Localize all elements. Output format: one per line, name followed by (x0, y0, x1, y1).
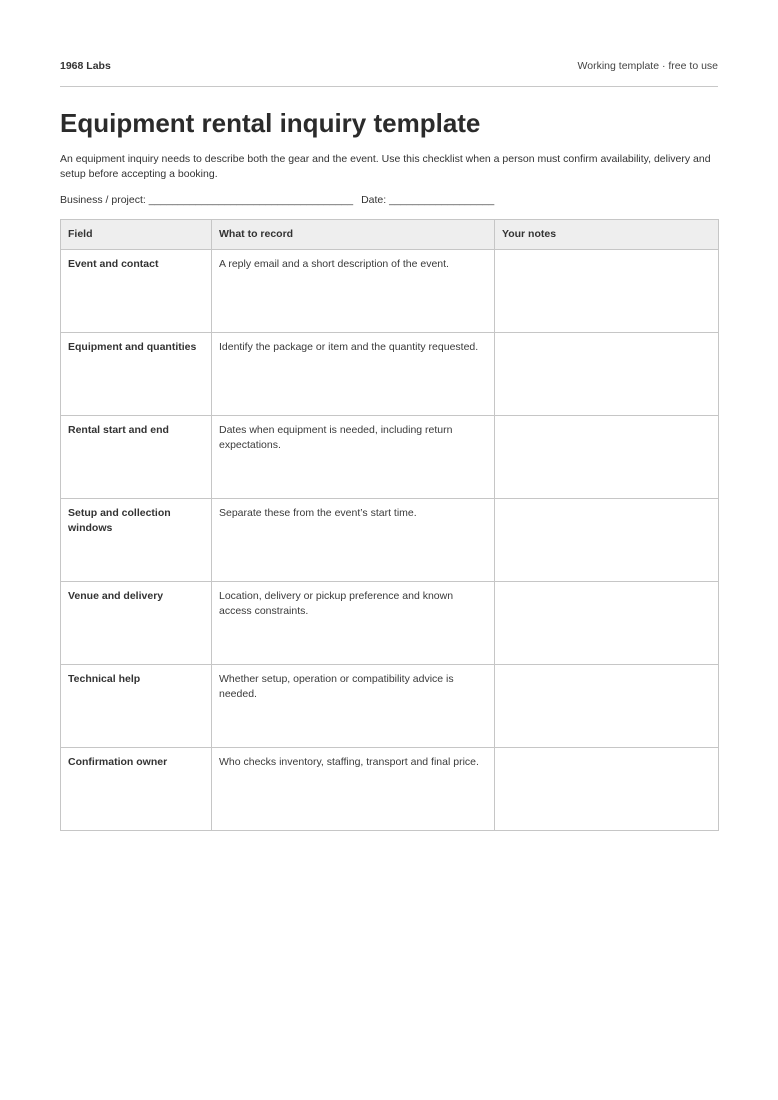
row-notes-cell[interactable] (495, 416, 719, 499)
business-field[interactable]: Business / project: ___________________________________ (60, 194, 354, 206)
row-field: Venue and delivery (61, 582, 212, 665)
column-header-field: Field (61, 220, 212, 250)
header-divider (60, 86, 718, 87)
table-header-row (61, 220, 719, 250)
row-field: Event and contact (61, 250, 212, 333)
row-record: Identify the package or item and the quantity requested. (212, 333, 495, 416)
table-row (61, 748, 719, 831)
row-notes-cell[interactable] (495, 748, 719, 831)
brand-name: 1968 Labs (60, 60, 111, 72)
table-row (61, 333, 719, 416)
row-notes-cell[interactable] (495, 333, 719, 416)
page-header (60, 60, 718, 74)
date-field[interactable]: Date: __________________ (361, 194, 495, 206)
row-record: Whether setup, operation or compatibility advice is needed. (212, 665, 495, 748)
row-field: Setup and collection windows (61, 499, 212, 582)
table-row (61, 416, 719, 499)
row-record: A reply email and a short description of the event. (212, 250, 495, 333)
table-row (61, 582, 719, 665)
row-record: Who checks inventory, staffing, transport and final price. (212, 748, 495, 831)
row-notes-cell[interactable] (495, 582, 719, 665)
row-record: Separate these from the event’s start time. (212, 499, 495, 582)
row-notes-cell[interactable] (495, 665, 719, 748)
table-row (61, 250, 719, 333)
row-field: Confirmation owner (61, 748, 212, 831)
row-notes-cell[interactable] (495, 250, 719, 333)
row-field: Technical help (61, 665, 212, 748)
table-row (61, 499, 719, 582)
page-title: Equipment rental inquiry template (60, 108, 481, 138)
intro-paragraph: An equipment inquiry needs to describe both the gear and the event. Use this checklist when a person must confirm availability, delivery and setup before accepting a booking. (60, 153, 711, 180)
column-header-your-notes: Your notes (495, 220, 719, 250)
row-notes-cell[interactable] (495, 499, 719, 582)
row-record: Location, delivery or pickup preference and known access constraints. (212, 582, 495, 665)
row-record: Dates when equipment is needed, including return expectations. (212, 416, 495, 499)
inquiry-checklist-table (60, 219, 719, 831)
row-field: Equipment and quantities (61, 333, 212, 416)
table-row (61, 665, 719, 748)
meta-line (60, 193, 494, 207)
header-tagline: Working template · free to use (577, 60, 718, 72)
column-header-what-to-record: What to record (212, 220, 495, 250)
row-field: Rental start and end (61, 416, 212, 499)
